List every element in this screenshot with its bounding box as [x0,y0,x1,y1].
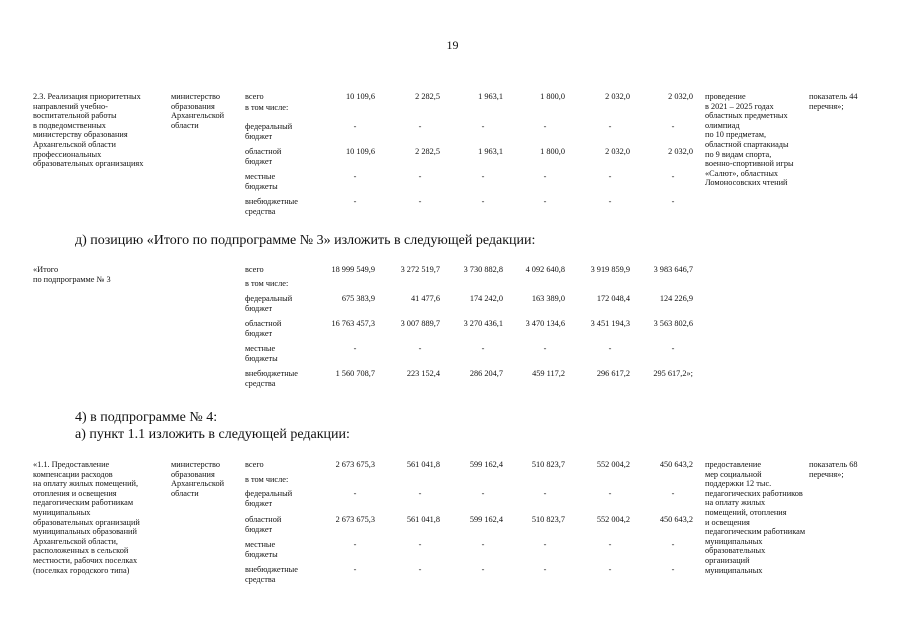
value-cell-loc: - [353,172,357,181]
measure-name-line: муниципальных [33,508,91,517]
indicator-line: перечня»; [809,101,844,111]
executor-line: образования [171,101,215,111]
value-cell-reg: 3 563 802,6 [653,319,693,328]
value-cell-ext: - [608,565,612,574]
value-cell-total: 3 919 859,9 [590,265,630,274]
measure-name-line: образовательных организациях [33,159,144,169]
value-cell-loc: - [543,172,547,181]
value-cell-ext: 459 117,2 [532,369,565,378]
measure-name-line: «Итого [33,265,59,274]
measure-name-line: 2.3. Реализация приоритетных [33,92,141,101]
value-cell-total: 2 032,0 [668,92,693,101]
value-cell-fed: - [353,489,357,498]
value-cell-loc: - [418,540,422,549]
value-cell-reg: 510 823,7 [531,515,565,524]
value-cell-total: 450 643,2 [659,460,693,469]
indicator-line: показатель 68 [809,460,858,469]
result-line: предоставление [705,460,762,469]
value-cell-total: 3 730 882,8 [463,265,503,274]
row-label-loc: бюджеты [245,549,278,559]
row-label-ext: средства [245,206,276,216]
value-cell-total: 4 092 640,8 [525,265,565,274]
value-cell-reg: 561 041,8 [406,515,440,524]
result-line: организаций [705,556,750,565]
value-cell-reg: 552 004,2 [596,515,630,524]
value-cell-ext: - [418,197,422,206]
measure-name-line: Архангельской области [33,140,116,149]
row-label-reg: областной [245,319,282,328]
value-cell-ext: - [353,565,357,574]
heading-itogo-position: д) позицию «Итого по подпрограмме № 3» изложить в следующей редакции: [75,233,536,248]
value-cell-total: 3 272 519,7 [400,265,440,274]
executor-line: министерство [171,92,221,101]
value-cell-reg: 3 451 194,3 [590,319,630,328]
executor-line: Архангельской [171,111,225,121]
value-cell-reg: 3 270 436,1 [463,319,503,328]
value-cell-fed: 41 477,6 [410,294,440,303]
executor-line: области [171,488,199,498]
row-label-fed: федеральный [245,122,293,131]
measure-name-line: местности, рабочих поселках [33,556,138,565]
value-cell-ext: 1 560 708,7 [335,369,375,378]
row-label-loc: местные [245,540,276,549]
value-cell-ext: - [543,565,547,574]
executor-line: министерство [171,460,221,469]
value-cell-total: 599 162,4 [469,460,503,469]
row-label-ext: средства [245,378,276,388]
indicator-line: показатель 44 [809,92,858,101]
row-label-ext: внебюджетные [245,565,298,574]
value-cell-loc: - [418,172,422,181]
row-label-ext: средства [245,574,276,584]
value-cell-total: 2 673 675,3 [335,460,375,469]
row-label-total: всего [245,265,264,274]
row-label-including: в том числе: [245,475,289,484]
value-cell-fed: - [418,489,422,498]
result-line: педагогическим работникам [705,527,806,537]
row-label-fed: федеральный [245,489,293,498]
measure-name-line: профессиональных [33,149,102,159]
value-cell-reg: 10 109,6 [345,147,375,156]
row-label-including: в том числе: [245,103,289,112]
value-cell-fed: 174 242,0 [469,294,503,303]
row-label-loc: местные [245,172,276,181]
measure-name-line: муниципальных образований [33,527,137,537]
result-line: и освещения [705,517,750,527]
indicator-line: перечня»; [809,469,844,479]
heading-subprogram-4: 4) в подпрограмме № 4: [75,410,218,425]
measure-name-line: (поселках городского типа) [33,565,130,575]
result-line: областных предметных [705,111,788,121]
value-cell-ext: 286 204,7 [469,369,503,378]
row-label-ext: внебюджетные [245,197,298,206]
value-cell-ext: 296 617,2 [596,369,630,378]
measure-name-line: воспитательной работы [33,111,117,121]
value-cell-ext: - [608,197,612,206]
value-cell-total: 1 963,1 [478,92,503,101]
row-label-loc: местные [245,344,276,353]
value-cell-loc: - [481,172,485,181]
value-cell-fed: 172 048,4 [596,294,630,303]
result-line: помещений, отопления [705,508,787,517]
value-cell-ext: - [418,565,422,574]
result-line: «Салют», областных [705,168,779,178]
value-cell-ext: 223 152,4 [406,369,440,378]
value-cell-loc: - [353,540,357,549]
value-cell-reg: 2 032,0 [605,147,630,156]
value-cell-reg: 3 470 134,6 [525,319,565,328]
measure-name-line: «1.1. Предоставление [33,460,110,469]
row-label-fed: бюджет [245,131,273,141]
row-label-fed: федеральный [245,294,293,303]
value-cell-reg: 3 007 889,7 [400,319,440,328]
value-cell-loc: - [608,540,612,549]
value-cell-loc: - [671,172,675,181]
value-cell-fed: - [481,489,485,498]
result-line: образовательных [705,546,766,556]
value-cell-ext: - [543,197,547,206]
value-cell-fed: - [543,489,547,498]
value-cell-reg: 1 963,1 [478,147,503,156]
result-line: на оплату жилых [705,498,766,508]
row-label-fed: бюджет [245,303,273,313]
value-cell-loc: - [418,344,422,353]
value-cell-reg: 1 800,0 [540,147,565,156]
result-line: по 10 предметам, [705,130,767,140]
result-line: мер социальной [705,469,762,479]
value-cell-ext: - [671,197,675,206]
measure-name-line: на оплату жилых помещений, [33,479,139,489]
measure-name-line: расположенных в сельской [33,546,129,556]
value-cell-total: 10 109,6 [345,92,375,101]
value-cell-fed: - [608,122,612,131]
value-cell-ext: - [353,197,357,206]
value-cell-fed: - [353,122,357,131]
value-cell-loc: - [608,172,612,181]
value-cell-fed: - [481,122,485,131]
result-line: педагогических работников [705,488,803,498]
row-label-reg: бюджет [245,156,273,166]
result-line: муниципальных [705,565,763,575]
executor-line: Архангельской [171,479,225,489]
value-cell-total: 510 823,7 [531,460,565,469]
value-cell-fed: - [543,122,547,131]
row-label-reg: бюджет [245,328,273,338]
measure-name-line: образовательных организаций [33,517,140,527]
measure-name-line: Архангельской области, [33,536,118,546]
value-cell-total: 3 983 646,7 [653,265,693,274]
value-cell-loc: - [481,344,485,353]
value-cell-fed: 163 389,0 [531,294,565,303]
measure-name-line: компенсации расходов [33,469,113,479]
value-cell-loc: - [543,344,547,353]
value-cell-loc: - [543,540,547,549]
result-line: олимпиад [705,120,740,130]
result-line: Ломоносовских чтений [705,178,788,188]
value-cell-loc: - [608,344,612,353]
value-cell-loc: - [353,344,357,353]
value-cell-reg: 2 032,0 [668,147,693,156]
value-cell-reg: 450 643,2 [659,515,693,524]
result-line: проведение [705,92,746,101]
value-cell-loc: - [481,540,485,549]
result-line: поддержки 12 тыс. [705,479,772,489]
row-label-ext: внебюджетные [245,369,298,378]
row-label-loc: бюджеты [245,181,278,191]
value-cell-ext: - [481,197,485,206]
value-cell-reg: 599 162,4 [469,515,503,524]
value-cell-fed: 675 383,9 [341,294,375,303]
value-cell-total: 1 800,0 [540,92,565,101]
measure-name-line: в подведомственных [33,120,106,130]
value-cell-fed: - [608,489,612,498]
measure-name-line: отопления и освещения [33,488,117,498]
value-cell-total: 2 282,5 [415,92,440,101]
value-cell-loc: - [671,344,675,353]
heading-item-1-1: а) пункт 1.1 изложить в следующей редакции: [75,427,350,442]
row-label-fed: бюджет [245,498,273,508]
value-cell-fed: - [671,122,675,131]
result-line: муниципальных [705,536,763,546]
page-number: 19 [446,38,459,52]
measure-name-line: педагогическим работникам [33,498,134,508]
measure-name-line: по подпрограмме № 3 [33,274,111,284]
value-cell-total: 552 004,2 [596,460,630,469]
value-cell-ext: 295 617,2»; [653,369,693,378]
result-line: военно-спортивной игры [705,159,794,169]
row-label-total: всего [245,92,264,101]
value-cell-ext: - [481,565,485,574]
measure-name-line: направлений учебно- [33,101,108,111]
value-cell-total: 561 041,8 [406,460,440,469]
row-label-reg: областной [245,147,282,156]
value-cell-total: 2 032,0 [605,92,630,101]
value-cell-loc: - [671,540,675,549]
value-cell-reg: 16 763 457,3 [331,319,375,328]
result-line: в 2021 – 2025 годах [705,101,774,111]
row-label-reg: областной [245,515,282,524]
value-cell-reg: 2 282,5 [415,147,440,156]
value-cell-fed: 124 226,9 [659,294,693,303]
row-label-loc: бюджеты [245,353,278,363]
value-cell-fed: - [418,122,422,131]
row-label-total: всего [245,460,264,469]
measure-name-line: министерству образования [33,130,128,140]
result-line: по 9 видам спорта, [705,149,772,159]
value-cell-ext: - [671,565,675,574]
executor-line: области [171,120,199,130]
value-cell-fed: - [671,489,675,498]
value-cell-reg: 2 673 675,3 [335,515,375,524]
row-label-including: в том числе: [245,279,289,288]
row-label-reg: бюджет [245,524,273,534]
value-cell-total: 18 999 549,9 [331,265,375,274]
result-line: областной спартакиады [705,140,789,149]
executor-line: образования [171,469,215,479]
